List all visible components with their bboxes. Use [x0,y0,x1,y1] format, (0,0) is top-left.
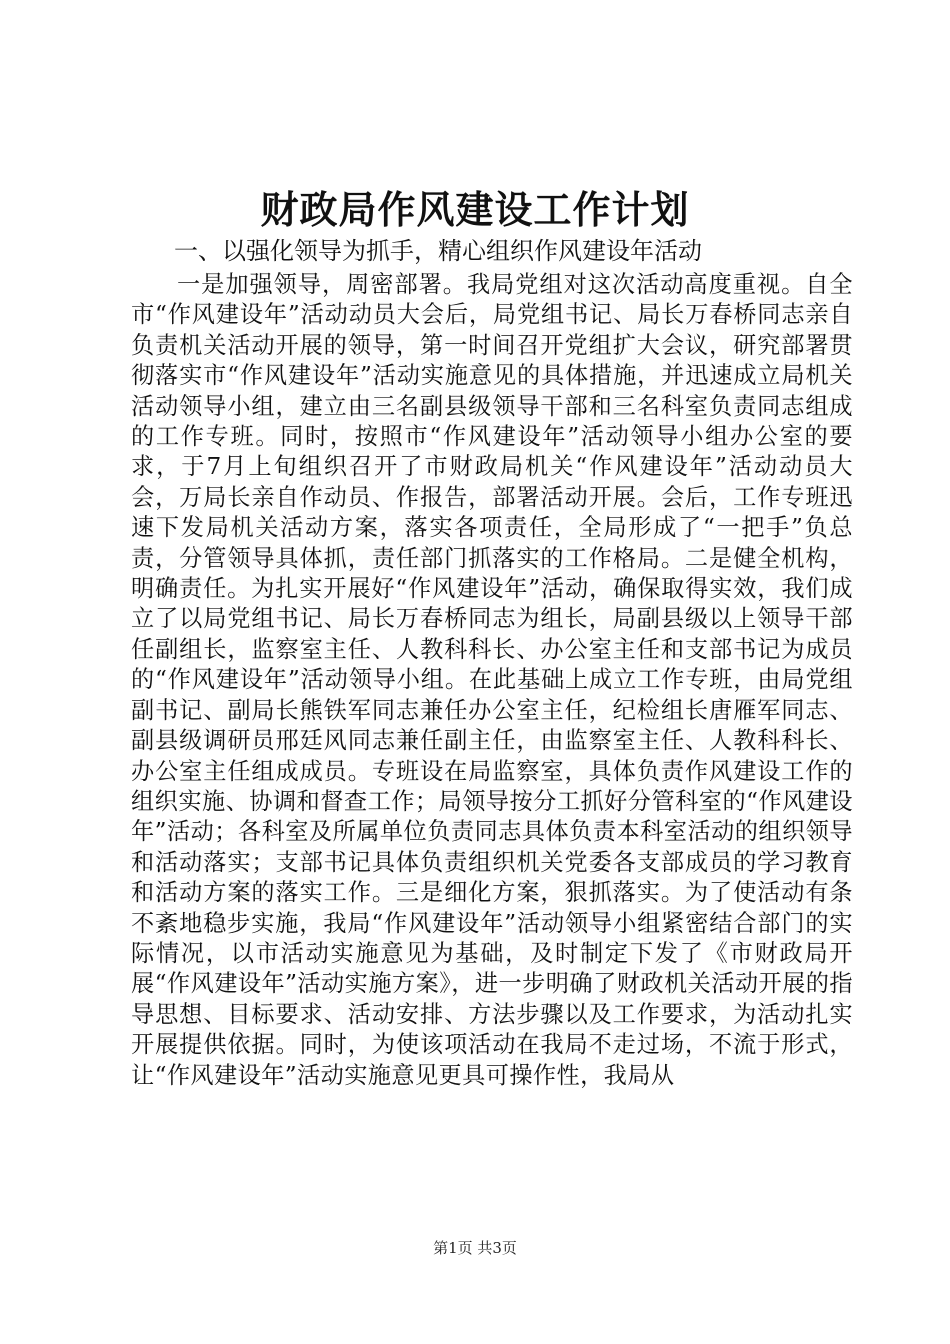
page-number-footer: 第1页 共3页 [433,1239,517,1257]
section-heading: 一、以强化领导为抓手，精心组织作风建设年活动 [174,237,702,265]
body-paragraph: 一是加强领导，周密部署。我局党组对这次活动高度重视。自全市“作风建设年”活动动员大会后，局党组书记、局长万春桥同志亲自负责机关活动开展的领导，第一时间召开党组扩大会议，研究部署贯彻落实市“作风建设年”活动实施意见的具体措施，并迅速成立局机关活动领导小组，建立由三名副县级领导干部和三名科室负责同志组成的工作专班。同时，按照市“作风建设年”活动领导小组办公室的要求，于7月上旬组织召开了市财政局机关“作风建设年”活动动员大会，万局长亲自作动员、作报告，部署活动开展。会后，工作专班迅速下发局机关活动方案，落实各项责任，全局形成了“一把手”负总责，分管领导具体抓，责任部门抓落实的工作格局。二是健全机构，明确责任。为扎实开展好“作风建设年”活动，确保取得实效，我们成立了以局党组书记、局长万春桥同志为组长，局副县级以上领导干部任副组长，监察室主任、人教科科长、办公室主任和支部书记为成员的“作风建设年”活动领导小组。在此基础上成立工作专班，由局党组副书记、副局长熊铁军同志兼任办公室主任，纪检组长唐雁军同志、副县级调研员邢廷风同志兼任副主任，由监察室主任、人教科科长、办公室主任组成成员。专班设在局监察室，具体负责作风建设工作的组织实施、协调和督查工作；局领导按分工抓好分管科室的“作风建设年”活动；各科室及所属单位负责同志具体负责本科室活动的组织领导和活动落实；支部书记具体负责组织机关党委各支部成员的学习教育和活动方案的落实工作。三是细化方案，狠抓落实。为了使活动有条不紊地稳步实施，我局“作风建设年”活动领导小组紧密结合部门的实际情况，以市活动实施意见为基础，及时制定下发了《市财政局开展“作风建设年”活动实施方案》，进一步明确了财政机关活动开展的指导思想、目标要求、活动安排、方法步骤以及工作要求，为活动扎实开展提供依据。同时，为使该项活动在我局不走过场，不流于形式，让“作风建设年”活动实施意见更具可操作性，我局从 [131,271,853,1089]
document-title: 财政局作风建设工作计划 [260,187,690,232]
